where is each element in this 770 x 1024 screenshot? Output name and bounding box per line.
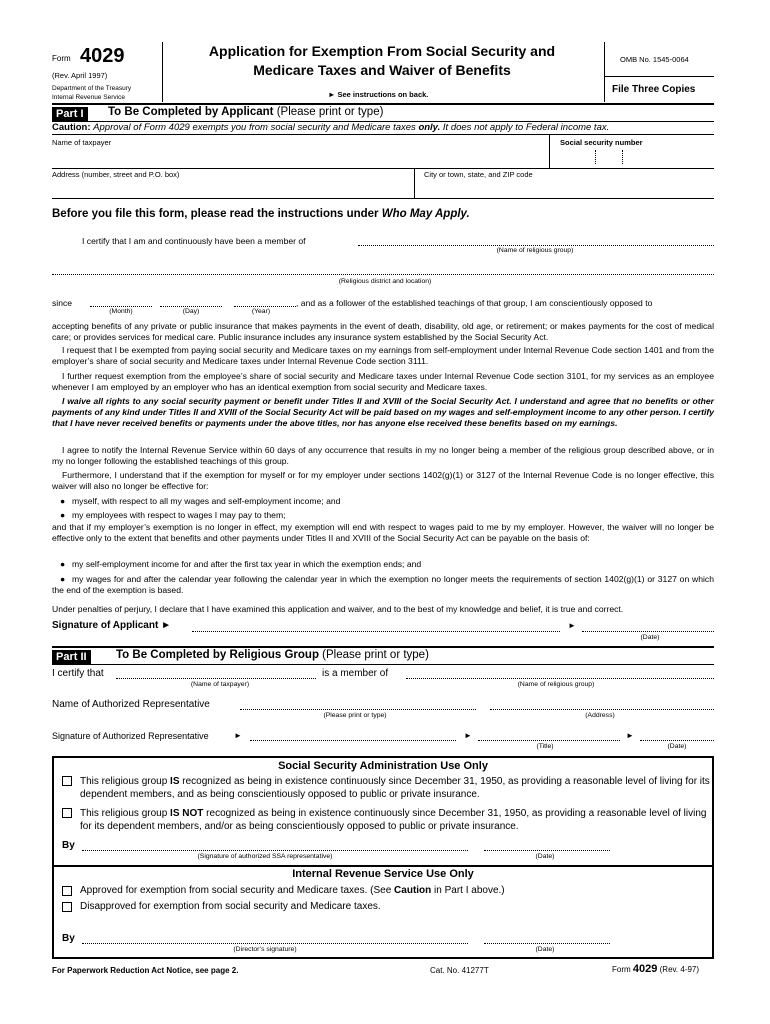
ssn-field[interactable] <box>552 148 714 166</box>
name-of-taxpayer-sublabel: (Name of taxpayer) <box>190 681 250 688</box>
address-label: Address (number, street and P.O. box) <box>52 170 180 179</box>
address-sublabel: (Address) <box>585 712 615 719</box>
part-1-label: Part I <box>52 107 88 121</box>
applicant-date-line[interactable] <box>582 631 714 632</box>
irs-disapproved-checkbox[interactable] <box>62 902 72 912</box>
para-accepting-benefits: accepting benefits of any private or public insurance that makes payments in the event of death, disability, old age, or retirement; or makes payments for the cost of medical care; or provides services for medical care. Public insurance includes any insurance system established by the Social Security Act. <box>52 321 714 343</box>
caution-note: Caution: Approval of Form 4029 exempts you from social security and Medicare taxes only. It does not apply to Federal income tax. <box>52 122 610 133</box>
sig-auth-rep-line[interactable] <box>250 740 456 741</box>
para-further-request: I further request exemption from the employee’s share of social security and Medicare taxes under Internal Revenue Code section 3101, for my services as an employee whenever I am employed by an employer who has an identical exemption from social security and Medicare taxes. <box>52 371 714 393</box>
since-year-line[interactable] <box>234 306 296 307</box>
perjury-statement: Under penalties of perjury, I declare that I have examined this application and waiver, and to the best of my knowledge and belief, it is true and correct. <box>52 604 624 614</box>
year-label: (Year) <box>251 308 271 315</box>
part2-religious-group-line[interactable] <box>406 678 714 679</box>
ssa-by-label: By <box>62 840 75 851</box>
ssa-is-not-recognized-text: This religious group IS NOT recognized as being in existence continuously since December 31, 1950, as providing a reasonable level of living for its dependent members, and/or as being conscientiously opposed to public or private insurance. <box>80 808 707 832</box>
bullet-self-employment: my self-employment income for and after the first tax year in which the exemption ends; and <box>72 559 422 569</box>
file-three-copies: File Three Copies <box>612 84 696 95</box>
irs-signature-label: (Director’s signature) <box>233 946 297 953</box>
authorized-rep-name-line[interactable] <box>240 709 476 710</box>
part2-religious-group-label: (Name of religious group) <box>517 681 595 688</box>
auth-rep-title-line[interactable] <box>478 740 620 741</box>
ssa-date-line[interactable] <box>484 850 610 851</box>
part-1-heading: To Be Completed by Applicant (Please print or type) <box>108 106 384 118</box>
address-field[interactable] <box>60 180 412 196</box>
since-month-line[interactable] <box>90 306 152 307</box>
name-of-taxpayer-label: Name of taxpayer <box>52 138 112 147</box>
arrow-right-icon: ► <box>464 731 472 740</box>
ssa-signature-line[interactable] <box>82 850 468 851</box>
see-instructions: ► See instructions on back. <box>328 90 429 99</box>
bullet-employees: my employees with respect to wages I may pay to them; <box>72 510 286 520</box>
bullet-wages: my wages for and after the calendar year following the calendar year in which the exemption no longer meets the requirements of section 1402(g)(1) or 3127 on which the end of the exemption is based. <box>52 574 714 596</box>
ssa-heading: Social Security Administration Use Only <box>278 760 488 772</box>
religious-group-label: (Name of religious group) <box>496 247 574 254</box>
is-member-of-text: is a member of <box>322 668 389 679</box>
para-agree-notify: I agree to notify the Internal Revenue Service within 60 days of any occurrence that results in my no longer being a member of the religious group described above, or in my no longer following the established teachings of this group. <box>52 445 714 467</box>
since-day-line[interactable] <box>160 306 222 307</box>
signature-applicant-line[interactable] <box>192 631 560 632</box>
religious-district-line[interactable] <box>52 274 714 275</box>
irs-date-label: (Date) <box>535 946 555 953</box>
arrow-right-icon: ► <box>626 731 634 740</box>
part-2-label: Part II <box>52 650 91 664</box>
form-title: Application for Exemption From Social Security and Medicare Taxes and Waiver of Benefits <box>208 43 556 78</box>
title-sublabel: (Title) <box>536 743 554 750</box>
irs-approved-checkbox[interactable] <box>62 886 72 896</box>
ssa-is-recognized-text: This religious group IS recognized as being in existence continuously since December 31, 1950, as providing a reasonable level of living for its dependent members, and as being conscientiously opposed to public or private insurance. <box>80 776 710 800</box>
ssa-is-recognized-checkbox[interactable] <box>62 776 72 786</box>
ssn-divider-2 <box>622 150 623 164</box>
bullet-icon: ● <box>60 574 66 584</box>
dept-irs: Internal Revenue Service <box>52 94 125 101</box>
dept-treasury: Department of the Treasury <box>52 85 132 92</box>
month-label: (Month) <box>109 308 133 315</box>
date-sublabel: (Date) <box>667 743 687 750</box>
paperwork-notice: For Paperwork Reduction Act Notice, see page 2. <box>52 966 239 975</box>
ssn-label: Social security number <box>560 138 643 147</box>
city-state-zip-field[interactable] <box>420 180 714 196</box>
taxpayer-name-line[interactable] <box>116 678 316 679</box>
sig-auth-rep-label: Signature of Authorized Representative <box>52 731 209 741</box>
day-label: (Day) <box>182 308 200 315</box>
certify-that-text: I certify that <box>52 668 104 679</box>
irs-approved-text: Approved for exemption from social security and Medicare taxes. (See Caution in Part I above.) <box>80 885 505 896</box>
omb-number: OMB No. 1545-0064 <box>620 55 689 64</box>
para-employer-exemption: and that if my employer’s exemption is no longer in effect, my exemption will end with respect to wages paid to me by my employer. However, the waiver will no longer be effective only to the extent that benefits and other payments under Titles II and XVIII of the Social Security Act can be payable on the basis of: <box>52 522 714 544</box>
religious-district-label: (Religious district and location) <box>338 278 432 285</box>
bullet-icon: ● <box>60 510 66 520</box>
please-print-label: (Please print or type) <box>323 712 387 719</box>
footer-form-id: Form 4029 (Rev. 4-97) <box>612 963 700 975</box>
religious-group-line[interactable] <box>358 245 714 246</box>
form-label: Form <box>52 54 71 63</box>
form-number: 4029 <box>80 45 125 67</box>
irs-heading: Internal Revenue Service Use Only <box>292 868 474 880</box>
before-you-file: Before you file this form, please read the instructions under Who May Apply. <box>52 208 470 220</box>
irs-by-label: By <box>62 933 75 944</box>
name-of-taxpayer-field[interactable] <box>60 148 546 166</box>
irs-disapproved-text: Disapproved for exemption from social security and Medicare taxes. <box>80 901 381 912</box>
follower-text: , and as a follower of the established teachings of that group, I am conscientiously opposed to <box>296 298 653 308</box>
para-waive-rights: I waive all rights to any social security payment or benefit under Titles II and XVIII of the Social Security Act. I understand and agree that no benefits or other payments of any kind under Titles II and XVIII of the Social Security Act will be paid based on my wages and self-employment income to any other person. I certify that I have never received benefits or payments under the above titles, nor has anyone else received these benefits based on my earnings. <box>52 396 714 429</box>
ssa-signature-label: (Signature of authorized SSA representative) <box>197 853 333 860</box>
ssa-date-label: (Date) <box>535 853 555 860</box>
arrow-right-icon: ► <box>234 731 242 740</box>
bullet-icon: ● <box>60 559 66 569</box>
irs-date-line[interactable] <box>484 943 610 944</box>
authorized-rep-label: Name of Authorized Representative <box>52 699 210 710</box>
city-state-zip-label: City or town, state, and ZIP code <box>424 170 533 179</box>
signature-applicant-label: Signature of Applicant ► <box>52 620 171 631</box>
arrow-right-icon: ► <box>568 621 576 630</box>
ssn-divider-1 <box>595 150 596 164</box>
revision-date: (Rev. April 1997) <box>52 71 108 80</box>
applicant-date-label: (Date) <box>640 634 660 641</box>
bullet-icon: ● <box>60 496 66 506</box>
para-furthermore: Furthermore, I understand that if the exemption for myself or for my employer under sections 1402(g)(1) or 3127 of the Internal Revenue Code is no longer effective, this waiver will also no longer be effective for: <box>52 470 714 492</box>
catalog-number: Cat. No. 41277T <box>430 966 489 975</box>
part-2-heading: To Be Completed by Religious Group (Please print or type) <box>116 649 429 661</box>
ssa-is-not-recognized-checkbox[interactable] <box>62 808 72 818</box>
auth-rep-date-line[interactable] <box>640 740 714 741</box>
since-text: since <box>52 298 73 308</box>
irs-signature-line[interactable] <box>82 943 468 944</box>
authorized-rep-address-line[interactable] <box>490 709 714 710</box>
para-request-exemption: I request that I be exempted from paying social security and Medicare taxes on my earnings from self-employment under Internal Revenue Code section 1401 and from the employer’s share of social security and Medicare taxes under Internal Revenue Code section 3111. <box>52 345 714 367</box>
bullet-myself: myself, with respect to all my wages and self-employment income; and <box>72 496 341 506</box>
certify-member-text: I certify that I am and continuously have been a member of <box>82 236 306 246</box>
